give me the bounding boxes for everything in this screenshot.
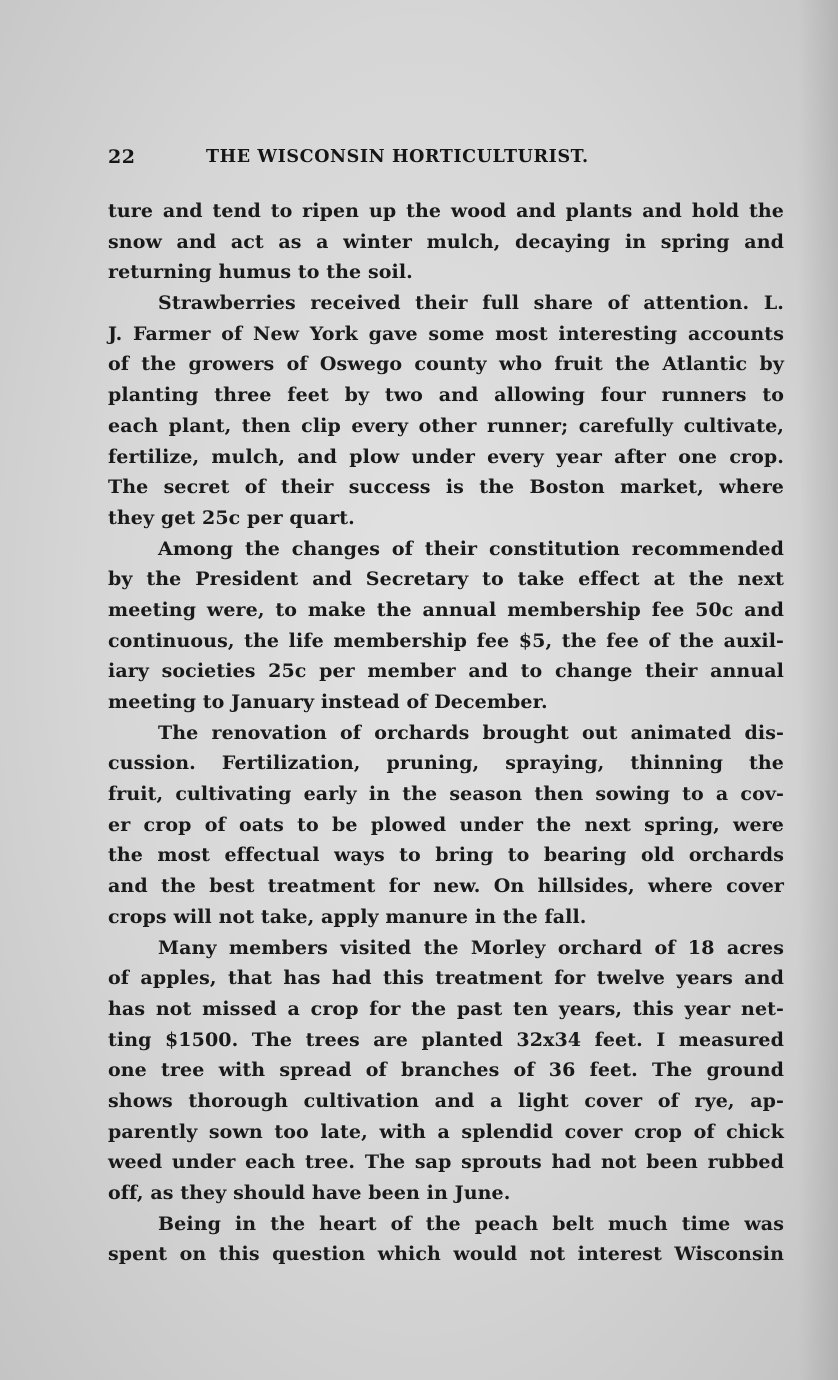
text-line: and the best treatment for new. On hillsides, where cover — [108, 875, 784, 898]
text-line: of the growers of Oswego county who fruit the Atlantic by — [108, 353, 784, 376]
text-line: parently sown too late, with a splendid cover crop of chick — [108, 1120, 784, 1143]
text-line: continuous, the life membership fee $5, the fee of the auxil- — [108, 629, 784, 652]
text-line: The secret of their success is the Boston market, where — [108, 476, 784, 499]
text-line: cussion. Fertilization, pruning, spraying, thinning the — [108, 752, 784, 775]
text-line: J. Farmer of New York gave some most interesting accounts — [108, 322, 784, 345]
text-line: weed under each tree. The sap sprouts had not been rubbed — [108, 1151, 784, 1174]
text-line: crops will not take, apply manure in the fall. — [108, 905, 587, 928]
text-line: ture and tend to ripen up the wood and plants and hold the — [108, 200, 784, 222]
body-text — [108, 196, 784, 1270]
text-line: of apples, that has had this treatment for twelve years and — [108, 967, 784, 990]
paragraph-start-line: The renovation of orchards brought out animated dis- — [158, 721, 784, 744]
text-line: fertilize, mulch, and plow under every year after one crop. — [108, 445, 784, 468]
paragraph-start-line: Strawberries received their full share of attention. L. — [158, 292, 784, 315]
text-line: fruit, cultivating early in the season then sowing to a cov- — [108, 783, 784, 806]
text-line: planting three feet by two and allowing four runners to — [108, 384, 784, 407]
text-line: each plant, then clip every other runner; carefully cultivate, — [108, 414, 784, 437]
text-line: has not missed a crop for the past ten years, this year net- — [108, 997, 784, 1020]
paragraph-start-line: Among the changes of their constitution recommended — [158, 537, 784, 560]
text-line: er crop of oats to be plowed under the next spring, were — [108, 813, 784, 836]
page-header — [108, 146, 668, 172]
text-line: meeting to January instead of December. — [108, 691, 548, 713]
text-line: they get 25c per quart. — [108, 506, 355, 529]
text-line: iary societies 25c per member and to change their annual — [108, 660, 784, 683]
paragraph-start-line: Being in the heart of the peach belt much time was — [158, 1212, 784, 1235]
text-line: the most effectual ways to bring to bearing old orchards — [108, 844, 784, 867]
text-line: ting $1500. The trees are planted 32x34 feet. I measured — [108, 1028, 784, 1051]
text-line: meeting were, to make the annual membership fee 50c and — [108, 598, 784, 621]
running-title: THE WISCONSIN HORTICULTURIST. — [206, 147, 589, 167]
text-line: shows thorough cultivation and a light cover of rye, ap- — [108, 1089, 784, 1112]
text-line: snow and act as a winter mulch, decaying in spring and — [108, 230, 784, 253]
text-line: one tree with spread of branches of 36 feet. The ground — [108, 1059, 784, 1082]
page-number: 22 — [108, 146, 136, 168]
paragraph-start-line: Many members visited the Morley orchard of 18 acres — [158, 936, 784, 959]
text-line: by the President and Secretary to take effect at the next — [108, 568, 784, 591]
text-line: returning humus to the soil. — [108, 261, 413, 284]
text-line: spent on this question which would not interest Wisconsin — [108, 1243, 784, 1266]
text-line: off, as they should have been in June. — [108, 1182, 511, 1204]
